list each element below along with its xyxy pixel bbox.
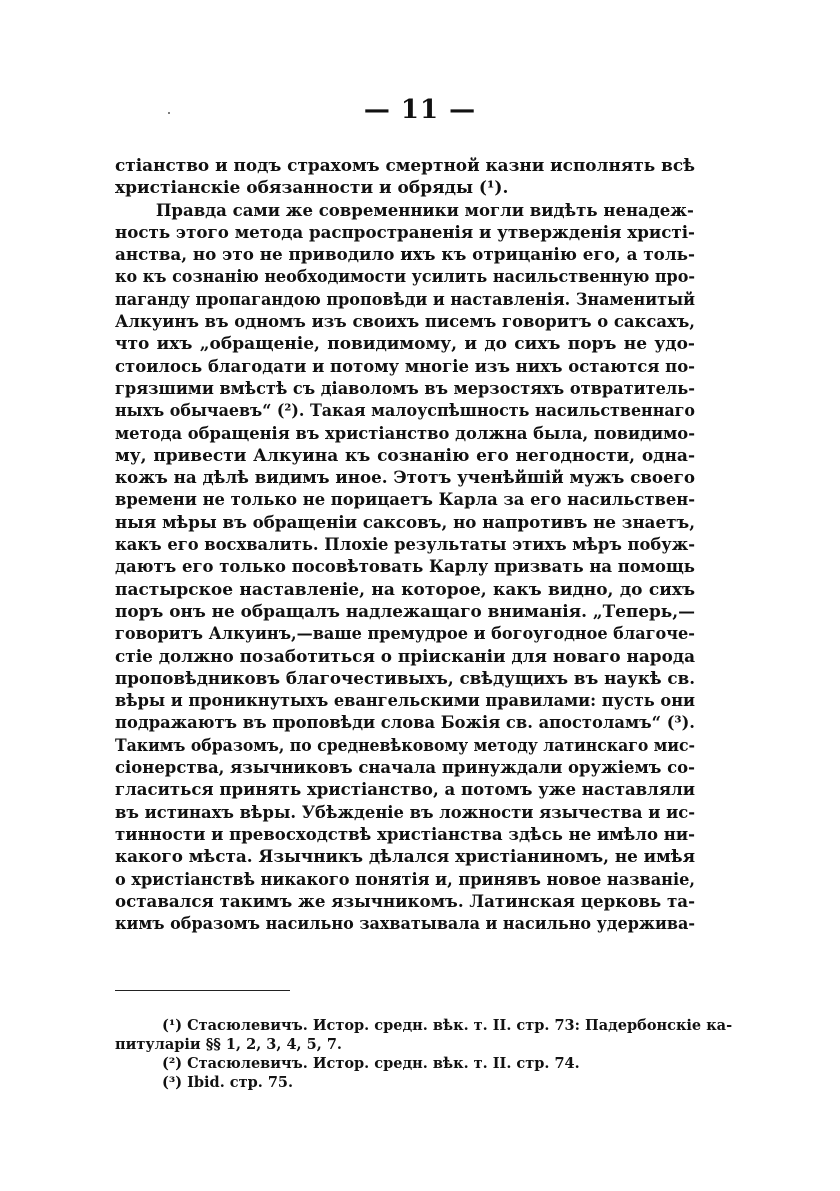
text-line: тинности и превосходствѣ христіанства здѣсь не имѣло ни-: [115, 824, 695, 845]
text-line: оставался такимъ же язычникомъ. Латинская церковь та-: [115, 891, 695, 912]
text-line: сіонерства, язычниковъ сначала принуждали оружіемъ со-: [115, 758, 695, 779]
text-line: проповѣдниковъ благочестивыхъ, свѣдущихъ въ наукѣ св.: [115, 668, 696, 689]
text-line: какого мѣста. Язычникъ дѣлался христіаниномъ, не имѣя: [115, 847, 696, 868]
footnote-3: (³) Ibid. стр. 75.: [162, 1074, 294, 1091]
text-line: ныя мѣры въ обращеніи саксовъ, но напротивъ не знаетъ,: [115, 512, 696, 533]
text-line: говоритъ Алкуинъ,—ваше премудрое и богоугодное благоче-: [115, 624, 695, 645]
text-line: метода обращенія въ христіанство должна была, повидимо-: [115, 423, 695, 444]
page-number: — 11 —: [363, 95, 477, 125]
text-line: стіе должно позаботиться о пріисканіи для новаго народа: [115, 646, 696, 667]
footnote-1-continuation: питуларіи §§ 1, 2, 3, 4, 5, 7.: [115, 1036, 342, 1053]
text-line: о христіанствѣ никакого понятія и, принявъ новое названіе,: [115, 869, 696, 890]
body-text: [115, 155, 744, 935]
paragraph-start-line: Правда сами же современники могли видѣть ненадеж-: [155, 200, 694, 221]
text-line: анства, но это не приводило ихъ къ отрицанію его, а толь-: [115, 245, 695, 266]
text-line: Алкуинъ въ одномъ изъ своихъ писемъ говоритъ о саксахъ,: [115, 312, 695, 333]
text-line: ко къ сознанію необходимости усилить насильственную про-: [115, 267, 696, 288]
ink-speck: [168, 112, 170, 114]
text-line: гласиться принять христіанство, а потомъ уже наставляли: [115, 780, 696, 801]
footnote-1: (¹) Стасюлевичъ. Истор. средн. вѣк. т. II. стр. 73: Падербонскіе ка-: [162, 1017, 733, 1034]
text-line: Такимъ образомъ, по средневѣковому методу латинскаго мис-: [115, 735, 696, 756]
text-line: паганду пропагандою проповѣди и наставленія. Знаменитый: [115, 289, 695, 310]
text-line: времени не только не порицаетъ Карла за его насильствен-: [115, 490, 695, 511]
text-line: ность этого метода распространенія и утвержденія христі-: [115, 222, 695, 243]
text-line: поръ онъ не обращалъ надлежащаго вниманія. „Теперь,—: [115, 601, 695, 622]
text-line: кожъ на дѣлѣ видимъ иное. Этотъ ученѣйшій мужъ своего: [115, 468, 696, 489]
footnote-separator: [115, 990, 290, 991]
text-line: въ истинахъ вѣры. Убѣжденіе въ ложности язычества и ис-: [115, 802, 695, 823]
text-line: стіанство и подъ страхомъ смертной казни исполнять всѣ: [115, 156, 695, 176]
text-line: кимъ образомъ насильно захватывала и насильно удержива-: [115, 914, 696, 935]
footnote-2: (²) Стасюлевичъ. Истор. средн. вѣк. т. II. стр. 74.: [162, 1055, 580, 1072]
text-line: даютъ его только посовѣтовать Карлу призвать на помощь: [115, 557, 695, 578]
text-line: что ихъ „обращеніе, повидимому, и до сихъ поръ не удо-: [115, 334, 695, 355]
text-line: какъ его восхвалить. Плохіе результаты этихъ мѣръ побуж-: [115, 535, 695, 556]
text-line: му, привести Алкуина къ сознанію его негодности, одна-: [115, 445, 696, 466]
text-line: грязшими вмѣстѣ съ діаволомъ въ мерзостяхъ отвратитель-: [115, 378, 695, 399]
text-line: вѣры и проникнутыхъ евангельскими правилами: пусть они: [115, 691, 696, 712]
text-line: подражаютъ въ проповѣди слова Божія св. апостоламъ“ (³).: [115, 713, 695, 734]
footnotes: [115, 1016, 733, 1092]
text-line: стоилось благодати и потому многіе изъ нихъ остаются по-: [115, 356, 696, 377]
text-line: ныхъ обычаевъ“ (²). Такая малоуспѣшность насильственнаго: [115, 401, 695, 422]
text-line: христіанскіе обязанности и обряды (¹).: [115, 178, 509, 199]
text-line: пастырское наставленіе, на которое, какъ видно, до сихъ: [115, 579, 696, 600]
